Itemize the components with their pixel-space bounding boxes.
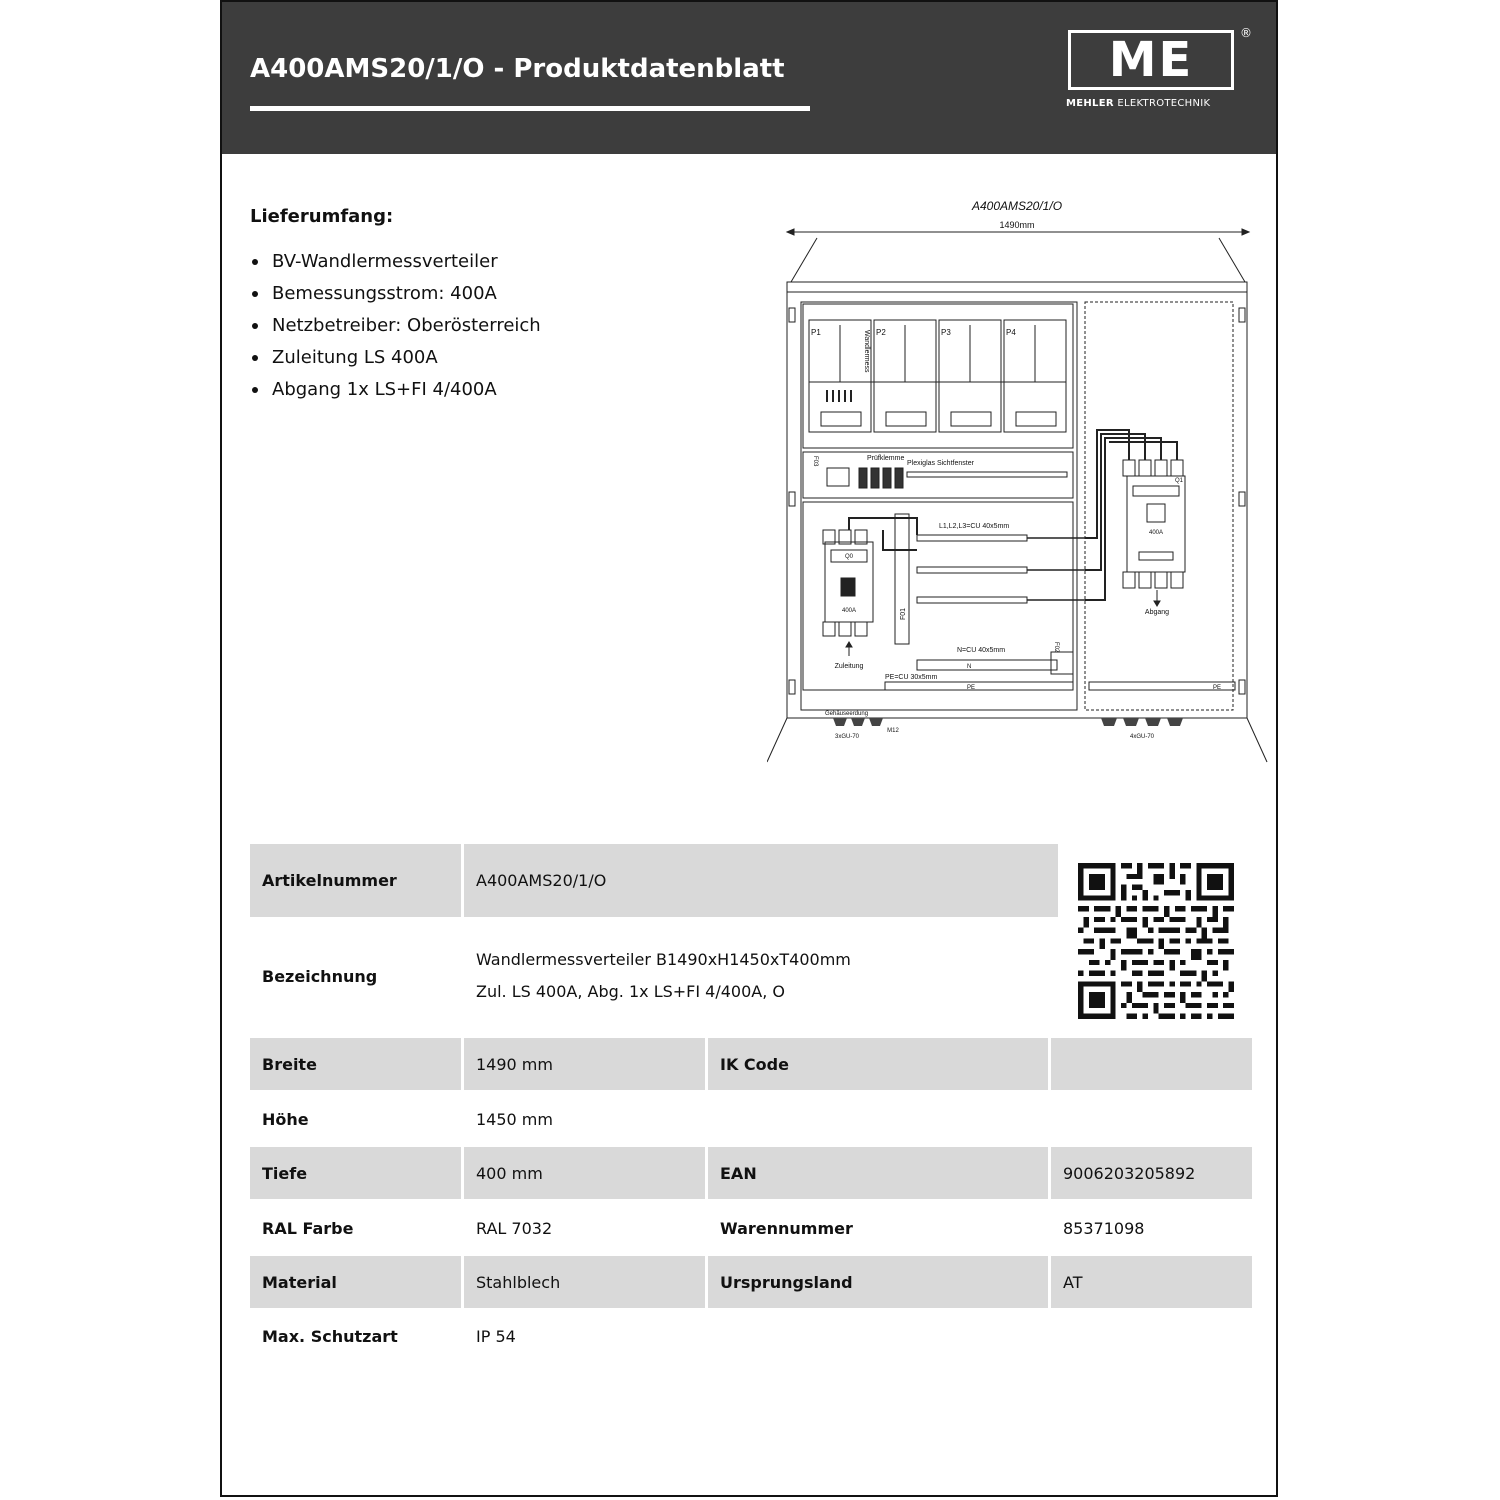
test-terminals [859,468,903,488]
meter-label-p1: P1 [811,328,821,337]
label-cell: IK Code [708,1038,1048,1090]
logo-mark: ME [1108,32,1194,88]
scope-item: Netzbetreiber: Oberösterreich [250,310,541,342]
value-cell: 400 mm [464,1147,705,1199]
phase-busbar-label: L1,L2,L3=CU 40x5mm [939,523,1010,530]
logo-brand-bold: MEHLER [1066,98,1114,109]
fuse-f01-label: F01 [900,607,907,620]
plinth-line-left [767,718,787,762]
pe-tag: PE [967,685,976,691]
page-title: A400AMS20/1/O - Produktdatenblatt [250,54,785,84]
value-cell [1051,1093,1252,1145]
phase-busbars [849,518,1085,603]
scope-item: Bemessungsstrom: 400A [250,278,541,310]
label-cell: Artikelnummer [250,844,461,917]
value-cell: 9006203205892 [1051,1147,1252,1199]
gland-left-label: 3xGU-70 [834,734,860,740]
wandlermess-label: Wandlermess [863,330,870,373]
cabinet-body [787,292,1247,718]
logo-brand [1066,98,1210,109]
label-cell: Bezeichnung [262,966,378,986]
cabinet-roof [787,282,1247,292]
table-row [250,1038,1252,1090]
technical-drawing [767,190,1269,766]
outgoing-breaker-q1 [1085,430,1185,600]
gland-right-label: 4xGU-70 [1129,734,1155,740]
value-cell: 1490 mm [464,1038,705,1090]
label-cell: Max. Schutzart [262,1326,398,1346]
scope-item: Abgang 1x LS+FI 4/400A [250,374,541,406]
title-underline [250,106,810,111]
plinth-line-right [1247,718,1267,762]
m12-label: M12 [887,728,899,734]
breaker-q1-label: Q1 [1174,478,1184,484]
logo-brand-rest: ELEKTROTECHNIK [1117,98,1211,109]
scope-list [250,246,541,406]
zuleitung-label: Zuleitung [834,663,864,670]
right-compartment [1085,302,1233,710]
label-cell: RAL Farbe [262,1218,354,1238]
incoming-breaker-q0 [823,530,873,636]
designation-line: Wandlermessverteiler B1490xH1450xT400mm [476,950,851,969]
qr-code[interactable] [1078,863,1234,1019]
meter-label-p4: P4 [1006,328,1016,337]
scope-item: Zuleitung LS 400A [250,342,541,374]
test-terminal-panel [803,452,1073,498]
breaker-q1-rating: 400A [1148,530,1164,536]
breaker-q0-rating: 400A [841,608,857,614]
abgang-label: Abgang [1144,609,1170,616]
pe-busbar [885,682,1073,690]
meter-label-p3: P3 [941,328,951,337]
value-cell: RAL 7032 [476,1218,553,1238]
table-row [250,1147,1252,1199]
cable-glands-left [833,718,883,726]
value-cell [1051,1038,1252,1090]
rcd-f02 [1051,652,1073,674]
label-cell [708,1093,1048,1145]
value-cell [1051,1310,1252,1362]
registered-mark: ® [1240,26,1252,40]
value-cell: IP 54 [476,1326,516,1346]
datasheet-page [220,0,1278,1497]
scope-heading: Lieferumfang: [250,206,394,227]
neutral-busbar [917,660,1057,670]
pe-busbar-label: PE=CU 30x5mm [885,674,938,681]
test-terminal-label: Prüfklemme [867,455,905,462]
fuse-block-f01 [895,514,909,644]
value-cell: 1450 mm [476,1109,553,1129]
roof-line-left [791,238,817,282]
label-cell: Tiefe [250,1147,461,1199]
cable-glands-right [1101,718,1183,726]
meter-slots [809,320,1066,432]
label-cell: Höhe [262,1109,309,1129]
plexiglass-window [907,472,1067,477]
pe-tag-right: PE [1213,685,1222,691]
label-cell: Breite [250,1038,461,1090]
neutral-busbar-label: N=CU 40x5mm [957,647,1006,654]
scope-item: BV-Wandlermessverteiler [250,246,541,278]
meter-label-p2: P2 [876,328,886,337]
table-row [250,1256,1252,1308]
fuse-f03 [827,468,849,486]
breaker-q0-label: Q0 [844,554,854,560]
rcd-f02-label: F02 [1053,642,1059,653]
roof-line-right [1219,238,1245,282]
value-cell: Stahlblech [464,1256,705,1308]
outgoing-arrow-head [1154,601,1160,606]
plexiglass-label: Plexiglas Sichtfenster [907,460,974,467]
table-row [250,1310,1252,1362]
table-row [250,1093,1252,1145]
value-cell: AT [1051,1256,1252,1308]
header-bar [222,2,1276,154]
label-cell [708,1310,1048,1362]
label-cell: Material [250,1256,461,1308]
table-row [250,1202,1252,1254]
label-cell: Ursprungsland [708,1256,1048,1308]
value-cell [464,920,1058,1032]
neutral-tag: N [967,664,972,670]
feed-arrow-head [846,642,852,647]
label-cell: Warennummer [720,1218,853,1238]
drawing-title: A400AMS20/1/O [971,199,1063,213]
width-dimension-label: 1490mm [999,220,1035,230]
company-logo [1068,30,1234,90]
designation-line: Zul. LS 400A, Abg. 1x LS+FI 4/400A, O [476,982,785,1001]
label-cell: EAN [708,1147,1048,1199]
value-cell: 85371098 [1063,1218,1145,1238]
fuse-f03-label: F03 [812,456,818,467]
housing-earth-label: Gehäuseerdung [825,711,869,717]
value-cell: A400AMS20/1/O [464,844,1058,917]
